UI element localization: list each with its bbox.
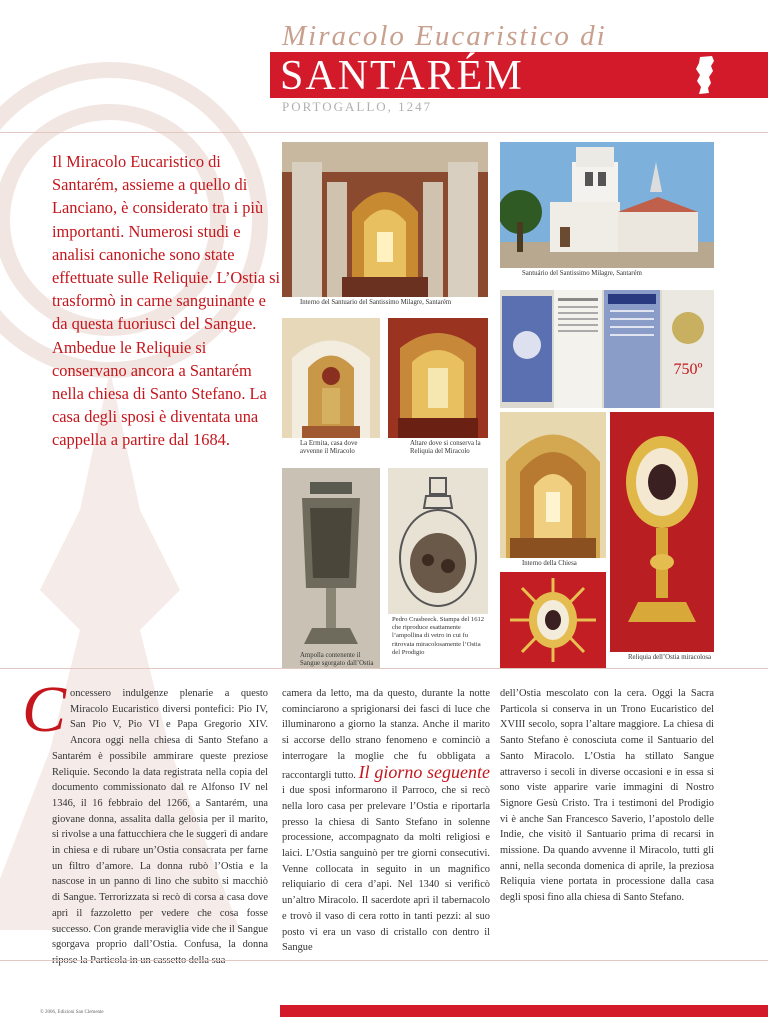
church-exterior-icon: [500, 142, 714, 268]
body-column-2-text-b: i due sposi informarono il Parroco, che si recò nella loro casa per prelevare l’Ostia e riportarla presso la chiesa di Santo Stefano in solenne processione, accompagnato da molti religiosi e laici. L’Ostia sanguinò per tre giorni consecutivi. Venne collocata in seguito in un magnifico reliquiario di cera d’api. Nel 1340 si verificò un’altro Miracolo. Il sacerdote aprì il tabernacolo e trovò il vaso di cera rotto in tanti pezzi: al suo posto vi era un vaso di cristallo con dentro il Sangue: [282, 785, 490, 954]
copyright: © 2006, Edizioni San Clemente: [40, 1010, 104, 1015]
body-column-1: [22, 673, 268, 969]
engraving-icon: [388, 468, 488, 614]
caption-church-interior: Interno della Chiesa: [522, 560, 577, 567]
drop-cap: C: [22, 673, 67, 746]
photo-program-brochures: [500, 290, 714, 408]
divider: [0, 132, 768, 133]
caption-ampolla: Ampolla contenente il Sangue sgorgato dall’Ostia: [300, 652, 374, 668]
photo-reliquary-detail: [500, 572, 606, 668]
page-title: SANTARÉM: [280, 53, 524, 99]
divider: [0, 668, 768, 669]
brochure-icon: [500, 290, 714, 408]
caption-altare: Altare dove si conserva la Reliquia del Miracolo: [410, 440, 481, 456]
altar-icon: [388, 318, 488, 438]
church-nave-icon: [500, 412, 606, 558]
divider: [0, 960, 768, 961]
chapel-icon: [282, 318, 380, 438]
church-interior-icon: [282, 142, 488, 297]
photo-engraving: [388, 468, 488, 614]
reliquary-detail-icon: [500, 572, 606, 668]
photo-altare: [388, 318, 488, 438]
caption-sanctuary-interior: Interno del Santuario del Santissimo Milagre, Santarém: [300, 299, 452, 306]
caption-reliquary: Reliquia dell’Ostia miracolosa: [628, 654, 712, 661]
anniversary-number: 750º: [673, 361, 703, 378]
reliquary-icon: [610, 412, 714, 652]
body-column-3-text: dell’Ostia mescolato con la cera. Oggi la Sacra Particola si conserva in un Trono Eucaristico del XVIII secolo, sopra l’altare maggiore. La chiesa di Santo Stefano è conosciuta come il Santuario del Santo Miracolo. L’Ostia ha stillato Sangue attraverso i secoli in diverse occasioni e in essa si sono viste apparire varie immagini di Nostro Signore Gesù Cristo. Tra i testimoni del Prodigio vi è anche San Francesco Saverio, l’apostolo delle Indie, che visitò il Santuario prima di recarsi in missione. Da quando avvenne il Miracolo, tutti gli anni, nella seconda domenica di aprile, la preziosa Reliquia viene portata in processione dalla casa degli sposi fino alla chiesa di Santo Stefano.: [500, 688, 714, 904]
body-column-3: [500, 686, 714, 906]
caption-engraving: Pedro Crasbeeck. Stampa del 1612 che riproduce esattamente l’ampollina di vetro in cui fu ritrovata miracolosamente l’Ostia del Prodigio: [392, 616, 485, 656]
body-column-2-text-a: camera da letto, ma da questo, durante la notte cominciarono a sprigionarsi dei fasci di luce che illuminarono a giorno la stanza. Anche il marito si accorse dello strano fenomeno e cominciò a interrogare la moglie che fu obbligata a raccontargli tutto.: [282, 688, 490, 781]
photo-reliquary: [610, 412, 714, 652]
photo-church-interior: [500, 412, 606, 558]
body-column-1-text: oncessero indulgenze plenarie a questo Miracolo Eucaristico diversi pontefici: Pio IV, San Pio V, Pio VI e Papa Gregorio XIV. Ancora oggi nella chiesa di Santo Stefano a Santarém è possibile ammirare queste preziose Reliquie. Secondo la data registrata nella copia del documento commissionato dal re Alfonso IV nel 1346, il 16 febbraio del 1266, a Santarém, una giovane donna, assalita dalla gelosia per il marito, si rivolse a una fattucchiera che le suggerì di andare in chiesa e di rubare un’Ostia consacrata per farne un filtro d’amore. La donna rubò l’Ostia e la nascose in un panno di lino che subito si macchiò di Sangue. Terrorizzata si recò di corsa a casa dove aprì il fazzoletto per vedere che cosa fosse successo. Con grande meraviglia vide che il Sangue sgorgava proprio dall’Ostia. Confusa, la donna: [52, 688, 268, 951]
portugal-map-icon: [694, 55, 718, 95]
photo-ermita: [282, 318, 380, 438]
caption-sanctuary-exterior: Santuário del Santissimo Milagre, Santarém: [522, 270, 642, 277]
caption-ermita: La Ermita, casa dove avvenne il Miracolo: [300, 440, 358, 456]
ampoule-icon: [282, 468, 380, 668]
photo-sanctuary-exterior: [500, 142, 714, 268]
body-column-2: [282, 686, 490, 956]
footer-band: [280, 1005, 768, 1017]
intro-paragraph: Il Miracolo Eucaristico di Santarém, assieme a quello di Lanciano, è considerato tra i più importanti. Numerosi studi e analisi canoniche sono state effettuate sulle Reliquie. L’Ostia si trasformò in carne sanguinante e da questa fuoriuscì del Sangue. Ambedue le Reliquie si conservano ancora a Santarém nella chiesa di Santo Stefano. La casa degli sposi è diventata una cappella a partire dal 1684.: [52, 152, 281, 450]
location-date: PORTOGALLO, 1247: [282, 99, 433, 114]
header-subtitle: Miracolo Eucaristico di: [282, 20, 607, 52]
photo-sanctuary-interior: [282, 142, 488, 297]
photo-ampolla: [282, 468, 380, 668]
section-lead: Il giorno seguente: [358, 761, 490, 782]
